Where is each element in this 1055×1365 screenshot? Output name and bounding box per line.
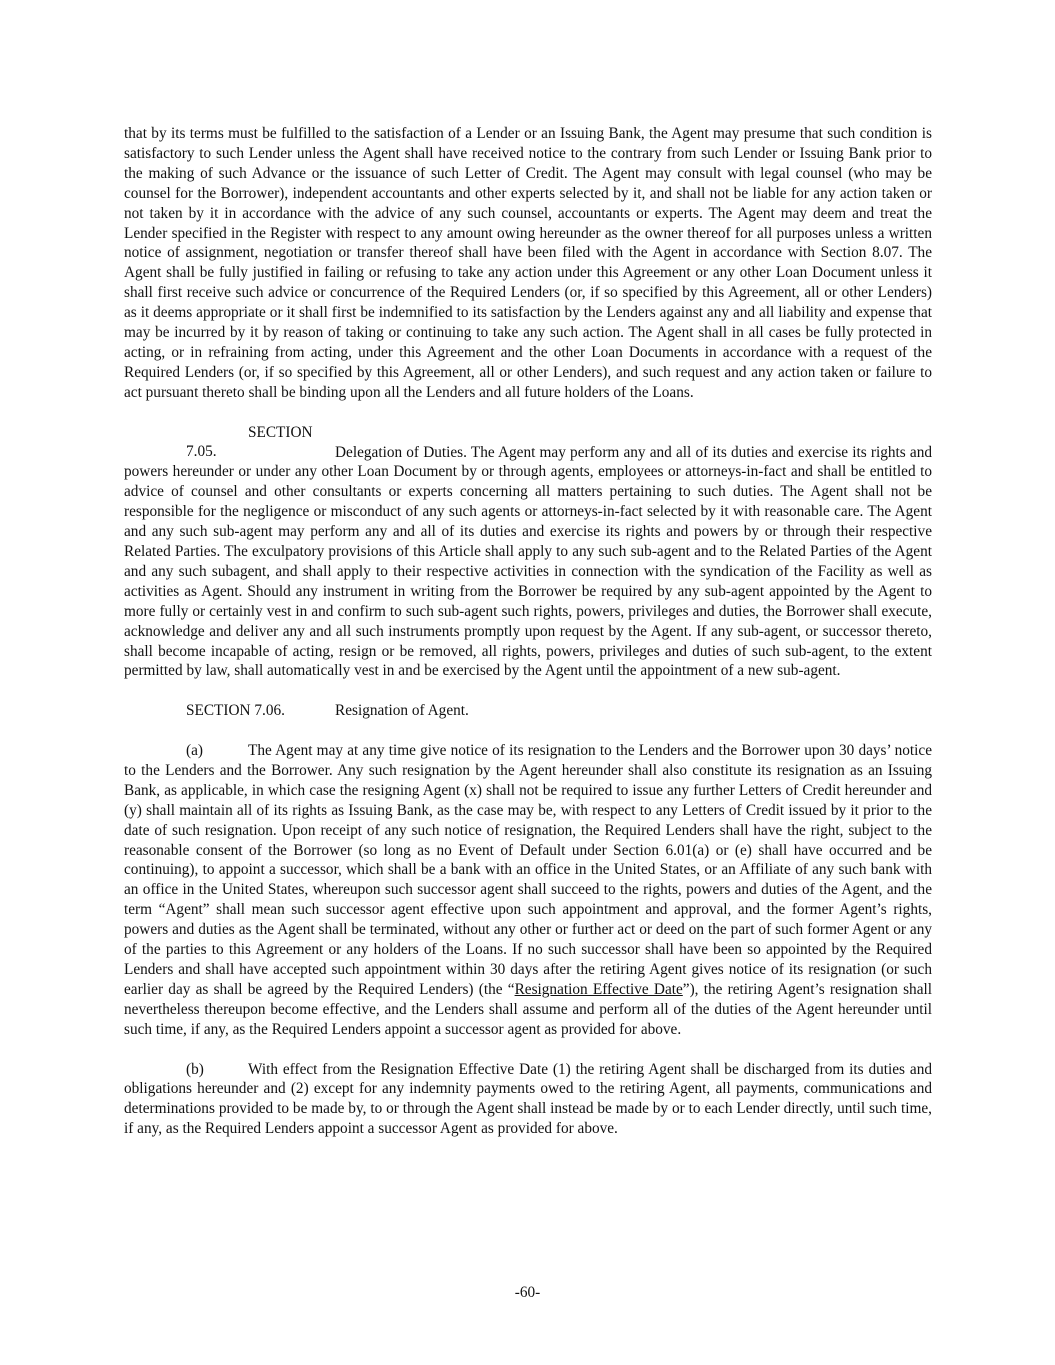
document-page	[124, 124, 932, 1159]
clause-b-paragraph	[124, 1060, 932, 1140]
resignation-effective-date-term: Resignation Effective Date	[514, 980, 683, 998]
clause-b-text: With effect from the Resignation Effective Date (1) the retiring Agent shall be discharged from its duties and obligations hereunder and (2) except for any indemnity payments owed to the retiring Agent, all payments, communications and determinations provided to be made by, to or through the Agent shall instead be made by or to each Lender directly, until such time, if any, as the Required Lenders appoint a successor Agent as provided for above.	[124, 1060, 932, 1138]
clause-a-label: (a)	[186, 742, 203, 760]
page-number: -60-	[514, 1284, 541, 1301]
section-7-06-title: Resignation of Agent.	[335, 702, 469, 720]
clause-b-label: (b)	[186, 1060, 204, 1078]
section-7-05-title: Delegation of Duties.	[335, 443, 467, 461]
clause-a-text-before: The Agent may at any time give notice of its resignation to the Lenders and the Borrower upon 30 days’ notice to the Lenders and the Borrower. Any such resignation by the Agent hereunder shall also constitute its resignation as an Issuing Bank, as applicable, in which case the resigning Agent (x) shall not be required to issue any further Letters of Credit hereunder and (y) shall maintain all of its rights as Issuing Bank, as the case may be, with respect to any Letters of Credit issued by it prior to the date of such resignation. Upon receipt of any such notice of resignation, the Required Lenders shall have the right, subject to the reasonable consent of the Borrower (so long as no Event of Default under Section 6.01(a) or (e) shall have occurred and be continuing), to appoint a successor, which shall be a bank with an office in the United States, or an Affiliate of any such bank with an office in the United States, whereupon such successor agent shall succeed to the rights, powers and duties of the Agent, and the term “Agent” shall mean such successor agent effective upon such appointment and approval, and the former Agent’s rights, powers and duties as the Agent shall be terminated, without any other or further act or deed on the part of such former Agent or any of the parties to this Agreement or any holders of the Loans. If no such successor shall have been so appointed by the Required Lenders and shall have accepted such appointment within 30 days after the retiring Agent gives notice of its resignation (or such earlier day as shall be agreed by the Required Lenders) (the “	[124, 742, 932, 998]
section-7-05-number: SECTION 7.05.	[186, 423, 313, 461]
continuation-paragraph: that by its terms must be fulfilled to the satisfaction of a Lender or an Issuing Bank, the Agent may presume that such condition is satisfactory to such Lender unless the Agent shall have received notice to the contrary from such Lender or Issuing Bank prior to the making of such Advance or the issuance of such Letter of Credit. The Agent may consult with legal counsel (who may be counsel for the Borrower), independent accountants and other experts selected by it, and shall not be liable for any action taken or not taken by it in accordance with the advice of any such counsel, accountants or experts. The Agent may deem and treat the Lender specified in the Register with respect to any amount owing hereunder as the owner thereof for all purposes unless a written notice of assignment, negotiation or transfer thereof shall have been filed with the Agent in accordance with Section 8.07. The Agent shall be fully justified in failing or refusing to take any action under this Agreement or any other Loan Document unless it shall first receive such advice or concurrence of the Required Lenders (or, if so specified by this Agreement, all or other Lenders) as it deems appropriate or it shall first be indemnified to its satisfaction by the Lenders against any and all liability and expense that may be incurred by it by reason of taking or continuing to take any such action. The Agent shall in all cases be fully protected in acting, or in refraining from acting, under this Agreement and the other Loan Documents in accordance with a request of the Required Lenders (or, if so specified by this Agreement, all or other Lenders), and such request and any action taken or failure to act pursuant thereto shall be binding upon all the Lenders and all future holders of the Loans.	[124, 125, 932, 401]
section-7-05-paragraph	[124, 423, 932, 682]
section-7-06-number: SECTION 7.06.	[186, 702, 286, 720]
clause-a-paragraph	[124, 741, 932, 1040]
clause-a-text-after: ”), the retiring Agent’s resignation shall nevertheless thereupon become effective, and the Lenders shall assume and perform all of the duties of the Agent hereunder until such time, if any, as the Required Lenders appoint a successor agent as provided for above.	[124, 980, 932, 1038]
section-7-06-heading	[124, 701, 932, 721]
section-7-05-body: The Agent may perform any and all of its duties and exercise its rights and powers hereunder or under any other Loan Document by or through agents, employees or attorneys-in-fact and shall be entitled to advice of counsel and other consultants or experts concerning all matters pertaining to such duties. The Agent shall not be responsible for the negligence or misconduct of any such agents or attorneys-in-fact selected by it with reasonable care. The Agent and any such sub-agent may perform any and all of its duties and exercise its rights and powers by or through their respective Related Parties. The exculpatory provisions of this Article shall apply to any such sub-agent and to the Related Parties of the Agent and any such subagent, and shall apply to their respective activities in connection with the syndication of the Facility as well as activities as Agent. Should any instrument in writing from the Borrower be required by any sub-agent appointed by the Agent to more fully or certainly vest in and confirm to such sub-agent such rights, powers, privileges and duties, the Borrower shall execute, acknowledge and deliver any and all such instruments promptly upon request by the Agent. If any sub-agent, or successor thereto, shall become incapable of acting, resign or be removed, all rights, powers, privileges and duties of such sub-agent, to the extent permitted by law, shall automatically vest in and be exercised by the Agent until the appointment of a new sub-agent.	[124, 443, 933, 680]
